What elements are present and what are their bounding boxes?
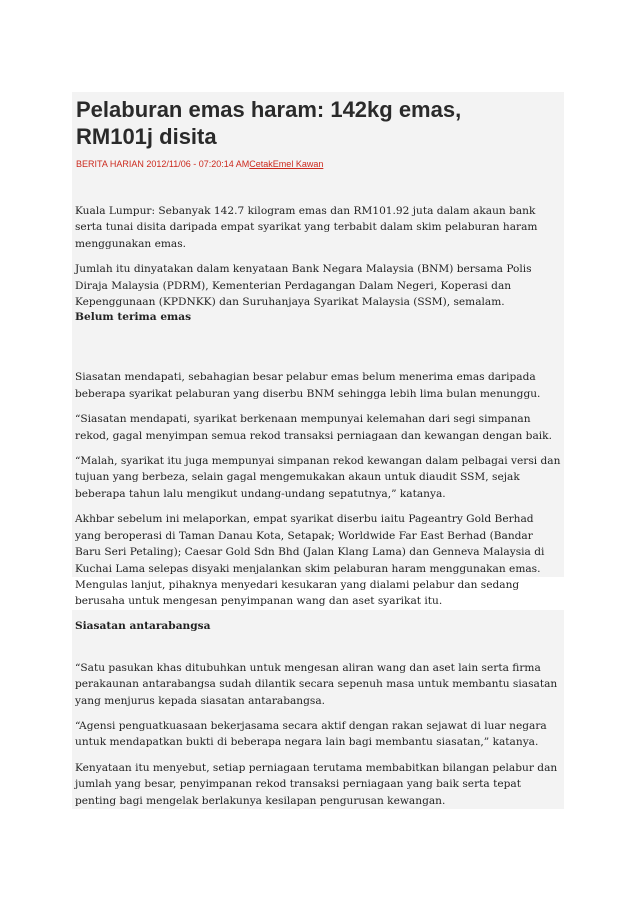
paragraph-6: Akhbar sebelum ini melaporkan, empat syarikat diserbu iaitu Pageantry Gold Berhad yang beroperasi di Taman Danau Kota, Setapak; Worldwide Far East Berhad (Bandar Baru Seri Petaling); Caesar Gold Sdn Bhd (Jalan Klang Lama) dan Genneva Malaysia di Kuchai Lama selepas disyaki menjalankan skim pelaburan haram menggunakan emas. [72, 511, 564, 577]
article-title [76, 96, 560, 150]
spacer [72, 444, 564, 453]
paragraph-10: Kenyataan itu menyebut, setiap perniagaan terutama membabitkan bilangan pelabur dan jumlah yang besar, penyimpanan rekod transaksi perniagaan yang baik serta tepat penting bagi mengelak berlakunya kesilapan pengurusan kewangan. [72, 760, 564, 809]
print-email-links[interactable]: CetakEmel Kawan [249, 159, 324, 169]
article-meta [76, 159, 560, 169]
paragraph-2: Jumlah itu dinyatakan dalam kenyataan Bank Negara Malaysia (BNM) bersama Polis Diraja Malaysia (PDRM), Kementerian Perdagangan Dalam Negeri, Koperasi dan Kepenggunaan (KPDNKK) dan Suruhanjaya Syarikat Malaysia (SSM), semalam. [72, 261, 564, 310]
spacer [72, 325, 564, 369]
spacer [72, 751, 564, 760]
subheading-siasatan-antarabangsa: Siasatan antarabangsa [72, 619, 564, 634]
spacer [72, 502, 564, 511]
paragraph-7: Mengulas lanjut, pihaknya menyedari kesukaran yang dialami pelabur dan sedang berusaha untuk mengesan penyimpanan wang dan aset syarikat itu. [72, 577, 564, 610]
paragraph-3: Siasatan mendapati, sebahagian besar pelabur emas belum menerima emas daripada beberapa syarikat pelaburan yang diserbu BNM sehingga lebih lima bulan menunggu. [72, 369, 564, 402]
spacer [72, 175, 564, 203]
paragraph-4: “Siasatan mendapati, syarikat berkenaan mempunyai kelemahan dari segi simpanan rekod, gagal menyimpan semua rekod transaksi perniagaan dan kewangan dengan baik. [72, 411, 564, 444]
source-label: BERITA HARIAN [76, 159, 144, 169]
paragraph-5: “Malah, syarikat itu juga mempunyai simpanan rekod kewangan dalam pelbagai versi dan tujuan yang berbeza, selain gagal mengemukakan akaun untuk diaudit SSM, sejak beberapa tahun lalu mengikut undang-undang sepatutnya,” katanya. [72, 453, 564, 502]
article-header [72, 92, 564, 175]
paragraph-9: “Agensi penguatkuasaan bekerjasama secara aktif dengan rakan sejawat di luar negara untuk mendapatkan bukti di beberapa negara lain bagi membantu siasatan,” katanya. [72, 718, 564, 751]
subheading-belum-terima-emas: Belum terima emas [72, 310, 564, 325]
spacer [72, 252, 564, 261]
title-line-1: Pelaburan emas haram: 142kg emas, [76, 97, 462, 122]
spacer [72, 634, 564, 660]
article [72, 92, 564, 809]
spacer [72, 709, 564, 718]
title-line-2: RM101j disita [76, 124, 217, 149]
paragraph-1: Kuala Lumpur: Sebanyak 142.7 kilogram emas dan RM101.92 juta dalam akaun bank serta tunai disita daripada empat syarikat yang terbabit dalam skim pelaburan haram menggunakan emas. [72, 203, 564, 252]
spacer [72, 610, 564, 619]
article-datetime: 2012/11/06 - 07:20:14 AM [146, 159, 250, 169]
spacer [72, 402, 564, 411]
paragraph-8: “Satu pasukan khas ditubuhkan untuk mengesan aliran wang dan aset lain serta firma perakaunan antarabangsa sudah dilantik secara sepenuh masa untuk membantu siasatan yang menjurus kepada siasatan antarabangsa. [72, 660, 564, 709]
